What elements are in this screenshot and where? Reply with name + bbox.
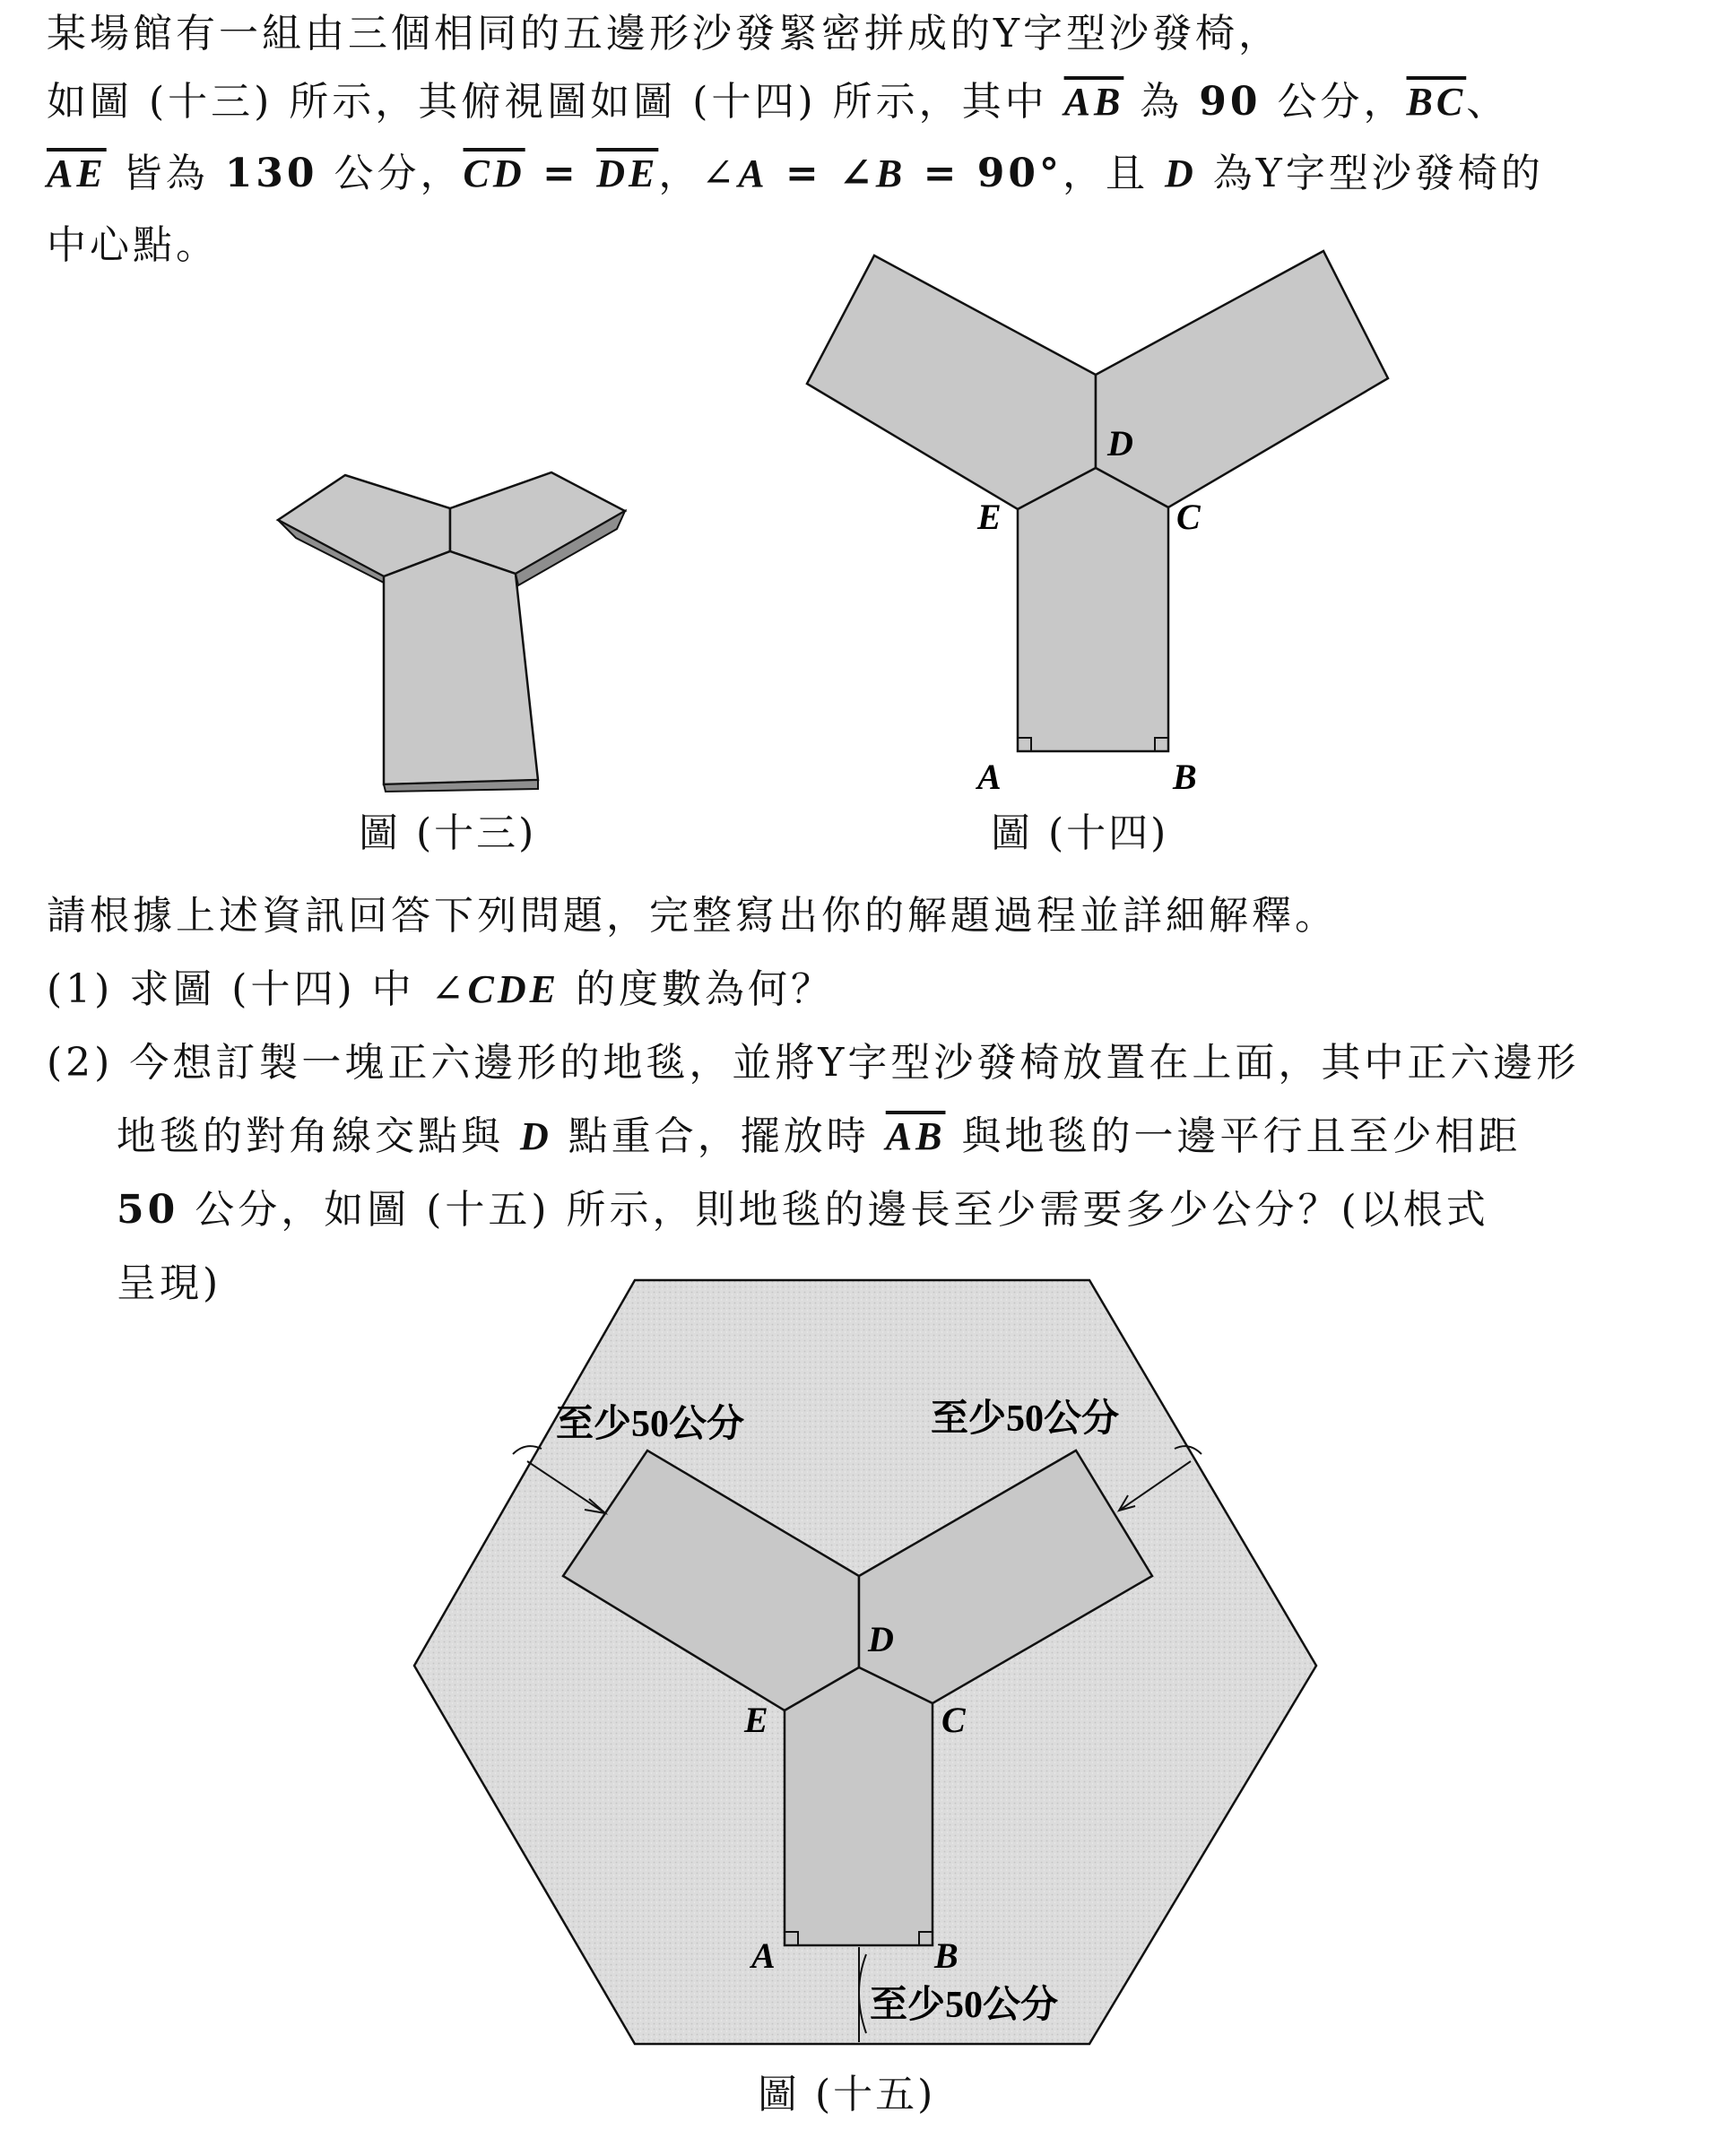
label-e: E [744,1700,768,1740]
text-run: 如圖 (十三) 所示，其俯視圖如圖 (十四) 所示，其中 [47,79,1064,125]
question-2-line-2 [117,1099,1521,1174]
figure-15-caption: 圖 (十五) [758,2072,936,2117]
segment-cd: $\overline{CD}$ [463,152,525,195]
text-run: 與地毯的一邊平行且至少相距 [945,1113,1522,1159]
label-c: C [941,1700,966,1740]
label-e: E [977,497,1002,537]
sofa-bottom [785,1667,933,1945]
segment-ab: $\overline{AB}$ [885,1114,946,1158]
text-run: 公分， [317,151,464,196]
sofa-top-right [1096,251,1388,507]
question-2-line-1 [47,1026,1579,1101]
label-c: C [1176,497,1201,537]
text-run: 皆為 [106,151,225,196]
q2-number: (2) [47,1040,114,1086]
question-2-line-4: 呈現) [117,1260,222,1306]
text-run: 求圖 (十四) 中 ∠ [113,966,468,1012]
equals: = [525,151,597,196]
intro-line-2 [47,65,1509,140]
text-run: ，且 [1063,151,1166,196]
label-d: D [1107,423,1133,463]
point-d: D [1165,152,1197,195]
text-run: 的度數為何？ [559,966,834,1012]
text-run: 、 [1466,79,1510,125]
text-run: 為Y字型沙發椅的 [1196,151,1544,196]
segment-bc: $\overline{BC}$ [1406,80,1467,124]
label-b: B [934,1935,959,1976]
intro-line-3 [47,136,1544,212]
segment-ab: $\overline{AB}$ [1063,80,1124,124]
text-run: ，∠ [658,151,739,196]
intro-line-4: 中心點。 [47,222,219,268]
question-1 [47,952,834,1027]
dist-label-bottom: 至少50公分 [870,1985,1059,2026]
label-b: B [1173,757,1197,797]
distance-50: 50 [117,1187,179,1233]
text-run: 今想訂製一塊正六邊形的地毯，並將Y字型沙發椅放置在上面，其中正六邊形 [113,1040,1580,1086]
text-run: 為 [1123,79,1200,125]
segment-ae: $\overline{AE}$ [47,152,107,195]
label-a: A [977,757,1002,797]
sofa-seat-front [384,551,538,784]
equals: = ∠ [768,151,876,196]
equals-90: = 90° [906,151,1063,196]
label-d: D [868,1619,894,1659]
text-run: 公分， [1261,79,1407,125]
dist-label-right: 至少50公分 [931,1398,1120,1440]
text-run: 公分，如圖 (十五) 所示，則地毯的邊長至少需要多少公分？(以根式 [178,1187,1489,1233]
figure-13-caption: 圖 (十三) [359,810,537,856]
angle-b: B [875,152,907,195]
dist-label-left: 至少50公分 [556,1404,745,1445]
intro-line-1: 某場館有一組由三個相同的五邊形沙發緊密拼成的Y字型沙發椅， [47,11,1282,56]
label-a: A [751,1935,776,1976]
text-run: 地毯的對角線交點與 [117,1113,520,1159]
angle-cde: CDE [467,967,560,1011]
figure-13-sofa-3d [269,462,646,802]
figure-15-carpet [395,1264,1345,2053]
figure-14-top-view [789,242,1417,807]
instructions: 請根據上述資訊回答下列問題，完整寫出你的解題過程並詳細解釋。 [47,893,1338,939]
sofa-seat-right [450,472,625,574]
angle-a: A [738,152,768,195]
sofa-top-left [807,255,1096,509]
sofa-top-bottom [1018,468,1168,751]
question-2-line-3 [117,1173,1489,1248]
length-ab: 90 [1199,79,1262,125]
q1-number: (1) [47,966,114,1012]
figure-14-caption: 圖 (十四) [991,810,1169,856]
text-run: 點重合，擺放時 [551,1113,886,1159]
segment-de: $\overline{DE}$ [596,152,659,195]
length-bc-ae: 130 [224,151,318,196]
point-d: D [520,1114,552,1158]
